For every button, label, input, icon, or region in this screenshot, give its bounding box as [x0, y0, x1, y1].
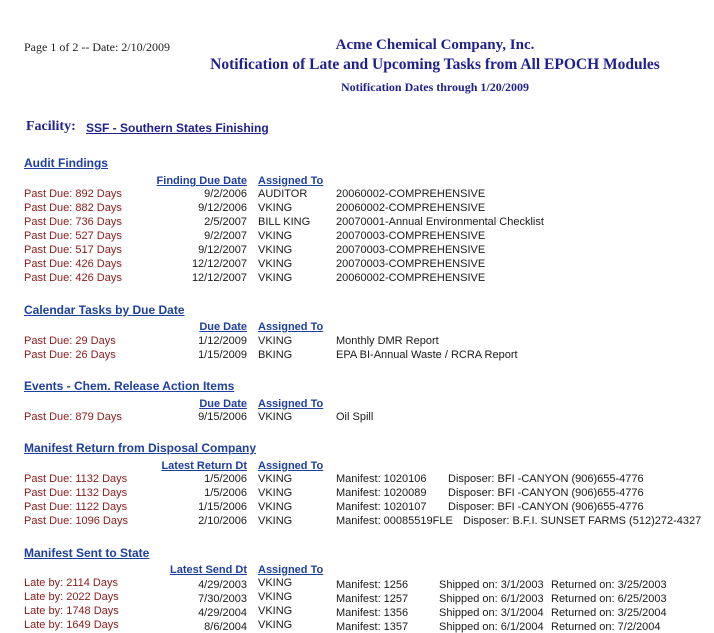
col-header-assigned-to: Assigned To [258, 321, 324, 333]
manifest-sent-row-date: 8/6/2004 [204, 621, 247, 633]
audit-row-desc: 20060002-COMPREHENSIVE [336, 202, 486, 214]
report-title: Notification of Late and Upcoming Tasks from All EPOCH Modules [210, 56, 660, 73]
manifest-return-row-date: 1/5/2006 [204, 473, 247, 485]
report-subtitle: Notification Dates through 1/20/2009 [340, 80, 530, 94]
manifest-sent-row-date: 4/29/2004 [198, 607, 247, 619]
manifest-return-row-manifest: Manifest: 1020107 [336, 501, 427, 513]
manifest-sent-row-status: Late by: 2114 Days [24, 577, 118, 589]
calendar-row-date: 1/15/2009 [198, 349, 247, 361]
audit-row-status: Past Due: 426 Days [24, 258, 122, 270]
calendar-row-assigned: BKING [258, 349, 293, 361]
section-title-events: Events - Chem. Release Action Items [24, 379, 235, 393]
audit-row-assigned: AUDITOR [258, 188, 308, 200]
manifest-sent-row-manifest: Manifest: 1257 [336, 593, 409, 605]
col-header-due-date: Due Date [199, 398, 247, 410]
section-title-audit: Audit Findings [24, 156, 108, 170]
manifest-return-row-status: Past Due: 1132 Days [24, 473, 128, 485]
audit-row-desc: 20070003-COMPREHENSIVE [336, 244, 486, 256]
section-title-manifest-return: Manifest Return from Disposal Company [24, 441, 257, 455]
manifest-return-row-disposer: Disposer: BFI -CANYON (906)655-4776 [448, 487, 644, 499]
manifest-sent-row-assigned: VKING [258, 591, 293, 603]
audit-row-date: 9/2/2007 [204, 230, 247, 242]
manifest-sent-row-manifest: Manifest: 1357 [336, 621, 409, 633]
manifest-return-row-disposer: Disposer: BFI -CANYON (906)655-4776 [448, 473, 644, 485]
manifest-sent-row-returned: Returned on: 3/25/2003 [551, 579, 667, 591]
manifest-return-row-manifest: Manifest: 1020089 [336, 487, 427, 499]
audit-row-desc: 20070001-Annual Environmental Checklist [336, 216, 544, 228]
audit-row-date: 12/12/2007 [191, 272, 247, 284]
manifest-return-row-status: Past Due: 1132 Days [24, 487, 128, 499]
audit-row-desc: 20070003-COMPREHENSIVE [336, 230, 486, 242]
manifest-return-row-date: 2/10/2006 [198, 515, 247, 527]
col-header-due-date: Due Date [199, 321, 247, 333]
manifest-return-row-date: 1/15/2006 [198, 501, 247, 513]
manifest-return-row-assigned: VKING [258, 473, 293, 485]
manifest-sent-row-manifest: Manifest: 1256 [336, 579, 409, 591]
manifest-return-row-date: 1/5/2006 [204, 487, 247, 499]
manifest-return-row-assigned: VKING [258, 501, 293, 513]
calendar-row-date: 1/12/2009 [198, 335, 247, 347]
audit-row-assigned: VKING [258, 272, 293, 284]
manifest-return-row-disposer: Disposer: BFI -CANYON (906)655-4776 [448, 501, 644, 513]
col-header-assigned-to: Assigned To [258, 460, 324, 472]
manifest-return-row-manifest: Manifest: 1020106 [336, 473, 427, 485]
audit-row-status: Past Due: 892 Days [24, 188, 122, 200]
events-row-assigned: VKING [258, 411, 293, 423]
manifest-sent-row-shipped: Shipped on: 3/1/2004 [439, 607, 544, 619]
audit-row-date: 9/12/2006 [198, 202, 247, 214]
audit-row-assigned: BILL KING [258, 216, 311, 228]
audit-row-desc: 20070003-COMPREHENSIVE [336, 258, 486, 270]
audit-row-assigned: VKING [258, 230, 293, 242]
audit-row-date: 2/5/2007 [204, 216, 247, 228]
audit-row-date: 9/12/2007 [198, 244, 247, 256]
manifest-return-row-manifest: Manifest: 00085519FLE [336, 515, 453, 527]
col-header-assigned-to: Assigned To [258, 175, 324, 187]
calendar-row-assigned: VKING [258, 335, 293, 347]
manifest-sent-row-returned: Returned on: 7/2/2004 [551, 621, 661, 633]
audit-row-assigned: VKING [258, 258, 293, 270]
calendar-row-status: Past Due: 26 Days [24, 349, 116, 361]
calendar-row-status: Past Due: 29 Days [24, 335, 116, 347]
manifest-return-row-assigned: VKING [258, 515, 293, 527]
audit-row-date: 12/12/2007 [191, 258, 247, 270]
manifest-sent-row-shipped: Shipped on: 6/1/2004 [439, 621, 544, 633]
audit-row-status: Past Due: 517 Days [24, 244, 122, 256]
audit-row-assigned: VKING [258, 202, 293, 214]
audit-row-date: 9/2/2006 [204, 188, 247, 200]
col-header-latest-return-dt: Latest Return Dt [161, 460, 247, 472]
col-header-assigned-to: Assigned To [258, 398, 324, 410]
manifest-return-row-status: Past Due: 1122 Days [24, 501, 128, 513]
manifest-sent-row-shipped: Shipped on: 6/1/2003 [439, 593, 544, 605]
events-row-status: Past Due: 879 Days [24, 411, 122, 423]
events-row-desc: Oil Spill [336, 411, 374, 423]
manifest-sent-row-date: 4/29/2003 [198, 579, 247, 591]
audit-row-status: Past Due: 882 Days [24, 202, 122, 214]
facility-label: Facility: [26, 119, 76, 134]
audit-row-desc: 20060002-COMPREHENSIVE [336, 272, 486, 284]
events-row-date: 9/15/2006 [198, 411, 247, 423]
manifest-sent-row-status: Late by: 1649 Days [24, 619, 119, 631]
manifest-sent-row-shipped: Shipped on: 3/1/2003 [439, 579, 544, 591]
calendar-row-desc: Monthly DMR Report [336, 335, 439, 347]
section-title-manifest-sent: Manifest Sent to State [24, 546, 150, 560]
page-info: Page 1 of 2 -- Date: 2/10/2009 [24, 40, 170, 54]
manifest-sent-row-date: 7/30/2003 [198, 593, 247, 605]
facility-value: SSF - Southern States Finishing [86, 121, 269, 135]
manifest-sent-row-returned: Returned on: 3/25/2004 [551, 607, 667, 619]
col-header-finding-due-date: Finding Due Date [156, 175, 247, 187]
manifest-sent-row-status: Late by: 1748 Days [24, 605, 119, 617]
section-title-calendar: Calendar Tasks by Due Date [24, 303, 185, 317]
manifest-sent-row-assigned: VKING [258, 605, 293, 617]
manifest-sent-row-status: Late by: 2022 Days [24, 591, 119, 603]
manifest-sent-row-returned: Returned on: 6/25/2003 [551, 593, 667, 605]
manifest-return-row-status: Past Due: 1096 Days [24, 515, 128, 527]
audit-row-status: Past Due: 736 Days [24, 216, 122, 228]
audit-row-desc: 20060002-COMPREHENSIVE [336, 188, 486, 200]
audit-row-status: Past Due: 426 Days [24, 272, 122, 284]
audit-row-assigned: VKING [258, 244, 293, 256]
col-header-latest-send-dt: Latest Send Dt [169, 564, 247, 576]
manifest-sent-row-assigned: VKING [258, 577, 293, 589]
manifest-sent-row-manifest: Manifest: 1356 [336, 607, 409, 619]
company-name: Acme Chemical Company, Inc. [335, 37, 535, 53]
manifest-return-row-disposer: Disposer: B.F.I. SUNSET FARMS (512)272-4327 [463, 515, 702, 527]
manifest-return-row-assigned: VKING [258, 487, 293, 499]
audit-row-status: Past Due: 527 Days [24, 230, 122, 242]
calendar-row-desc: EPA BI-Annual Waste / RCRA Report [336, 349, 518, 361]
manifest-sent-row-assigned: VKING [258, 619, 293, 631]
col-header-assigned-to: Assigned To [258, 564, 324, 576]
